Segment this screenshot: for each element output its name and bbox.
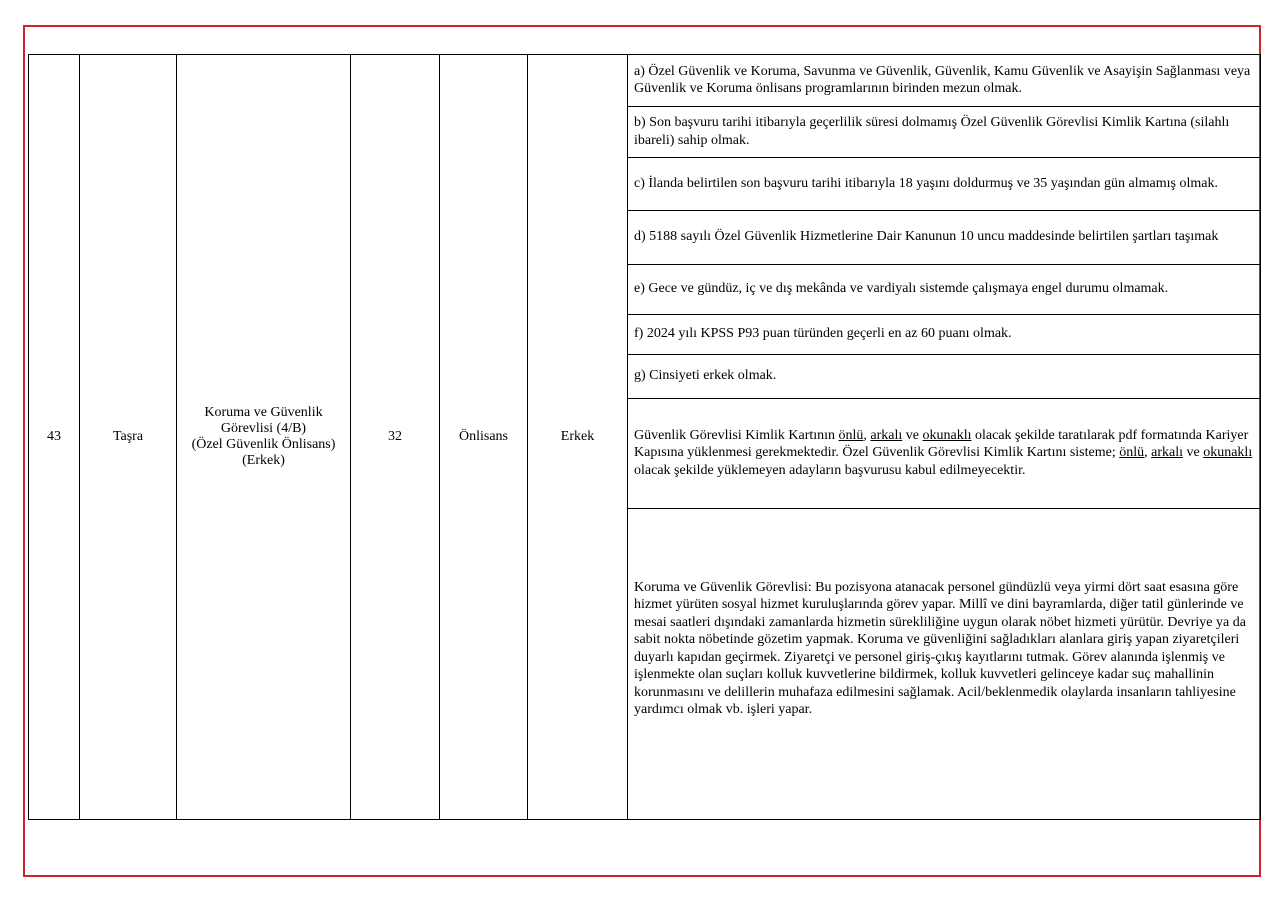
position-line: Görevlisi (4/B)	[220, 421, 307, 436]
requirement-g: g) Cinsiyeti erkek olmak.	[628, 354, 1260, 398]
count-cell: 32	[351, 55, 440, 820]
requirement-d: d) 5188 sayılı Özel Güvenlik Hizmetlerine Dair Kanunun 10 uncu maddesinde belirtilen şartları taşımak	[628, 210, 1260, 264]
job-description: Koruma ve Güvenlik Görevlisi: Bu pozisyona atanacak personel gündüzlü veya yirmi dört saat esasına göre hizmet yürüten sosyal hizmet kuruluşlarında görev yapar. Millî ve dini bayramlarda, diğer tatil günlerinde ve mesai saatleri dışındaki zamanlarda hizmetin sürekliliğine uygun olarak nöbet hizmeti yürütür. Devriye ya da sabit nokta nöbetinde gözetim yapmak. Koruma ve güvenliğini sağladıkları alanlara giriş yapan ziyaretçileri duyarlı kapıdan geçirmek. Ziyaretçi ve personel giriş-çıkış kayıtlarını tutmak. Görev alanında işlenmiş ve işlenmekte olan suçları kolluk kuvvetlerine bildirmek, kolluk kuvvetleri gelinceye kadar suç mahallinin korunmasını ve delillerin muhafaza edilmesini sağlamak. Acil/beklenmedik olaylarda insanların tahliyesine yardımcı olmak vb. işleri yapar.	[634, 579, 1246, 718]
education-cell: Önlisans	[440, 55, 528, 820]
requirement-f: f) 2024 yılı KPSS P93 puan türünden geçerli en az 60 puanı olmak.	[628, 314, 1260, 354]
requirement-a: a) Özel Güvenlik ve Koruma, Savunma ve Güvenlik, Güvenlik, Kamu Güvenlik ve Asayişin Sağlanması veya Güvenlik ve Koruma önlisans programlarının birinden mezun olmak.	[628, 55, 1260, 106]
position-cell	[177, 55, 351, 820]
position-line: Koruma ve Güvenlik	[204, 405, 323, 420]
position-line: (Erkek)	[242, 453, 285, 468]
gender-cell: Erkek	[528, 55, 628, 820]
row-number: 43	[29, 55, 80, 820]
requirement-c: c) İlanda belirtilen son başvuru tarihi itibarıyla 18 yaşını doldurmuş ve 35 yaşından gün almamış olmak.	[628, 157, 1260, 210]
requirement-e: e) Gece ve gündüz, iç ve dış mekânda ve vardiyalı sistemde çalışmaya engel durumu olmamak.	[628, 264, 1260, 314]
position-line: (Özel Güvenlik Önlisans)	[191, 437, 336, 452]
requirements-table	[628, 55, 1260, 819]
card-upload-note: Güvenlik Görevlisi Kimlik Kartının önlü, arkalı ve okunaklı olacak şekilde taratılarak pdf formatında Kariyer Kapısına yüklenmesi gerekmektedir. Özel Güvenlik Görevlisi Kimlik Kartını sisteme; önlü, arkalı ve okunaklı olacak şekilde yüklemeyen adayların başvurusu kabul edilmeyecektir.	[628, 398, 1260, 508]
requirement-b: b) Son başvuru tarihi itibarıyla geçerlilik süresi dolmamış Özel Güvenlik Görevlisi Kimlik Kartına (silahlı ibareli) sahip olmak.	[628, 106, 1260, 157]
table-row	[29, 55, 1261, 820]
unit-cell: Taşra	[80, 55, 177, 820]
requirements-cell	[628, 55, 1261, 820]
job-listing-table	[28, 54, 1261, 820]
